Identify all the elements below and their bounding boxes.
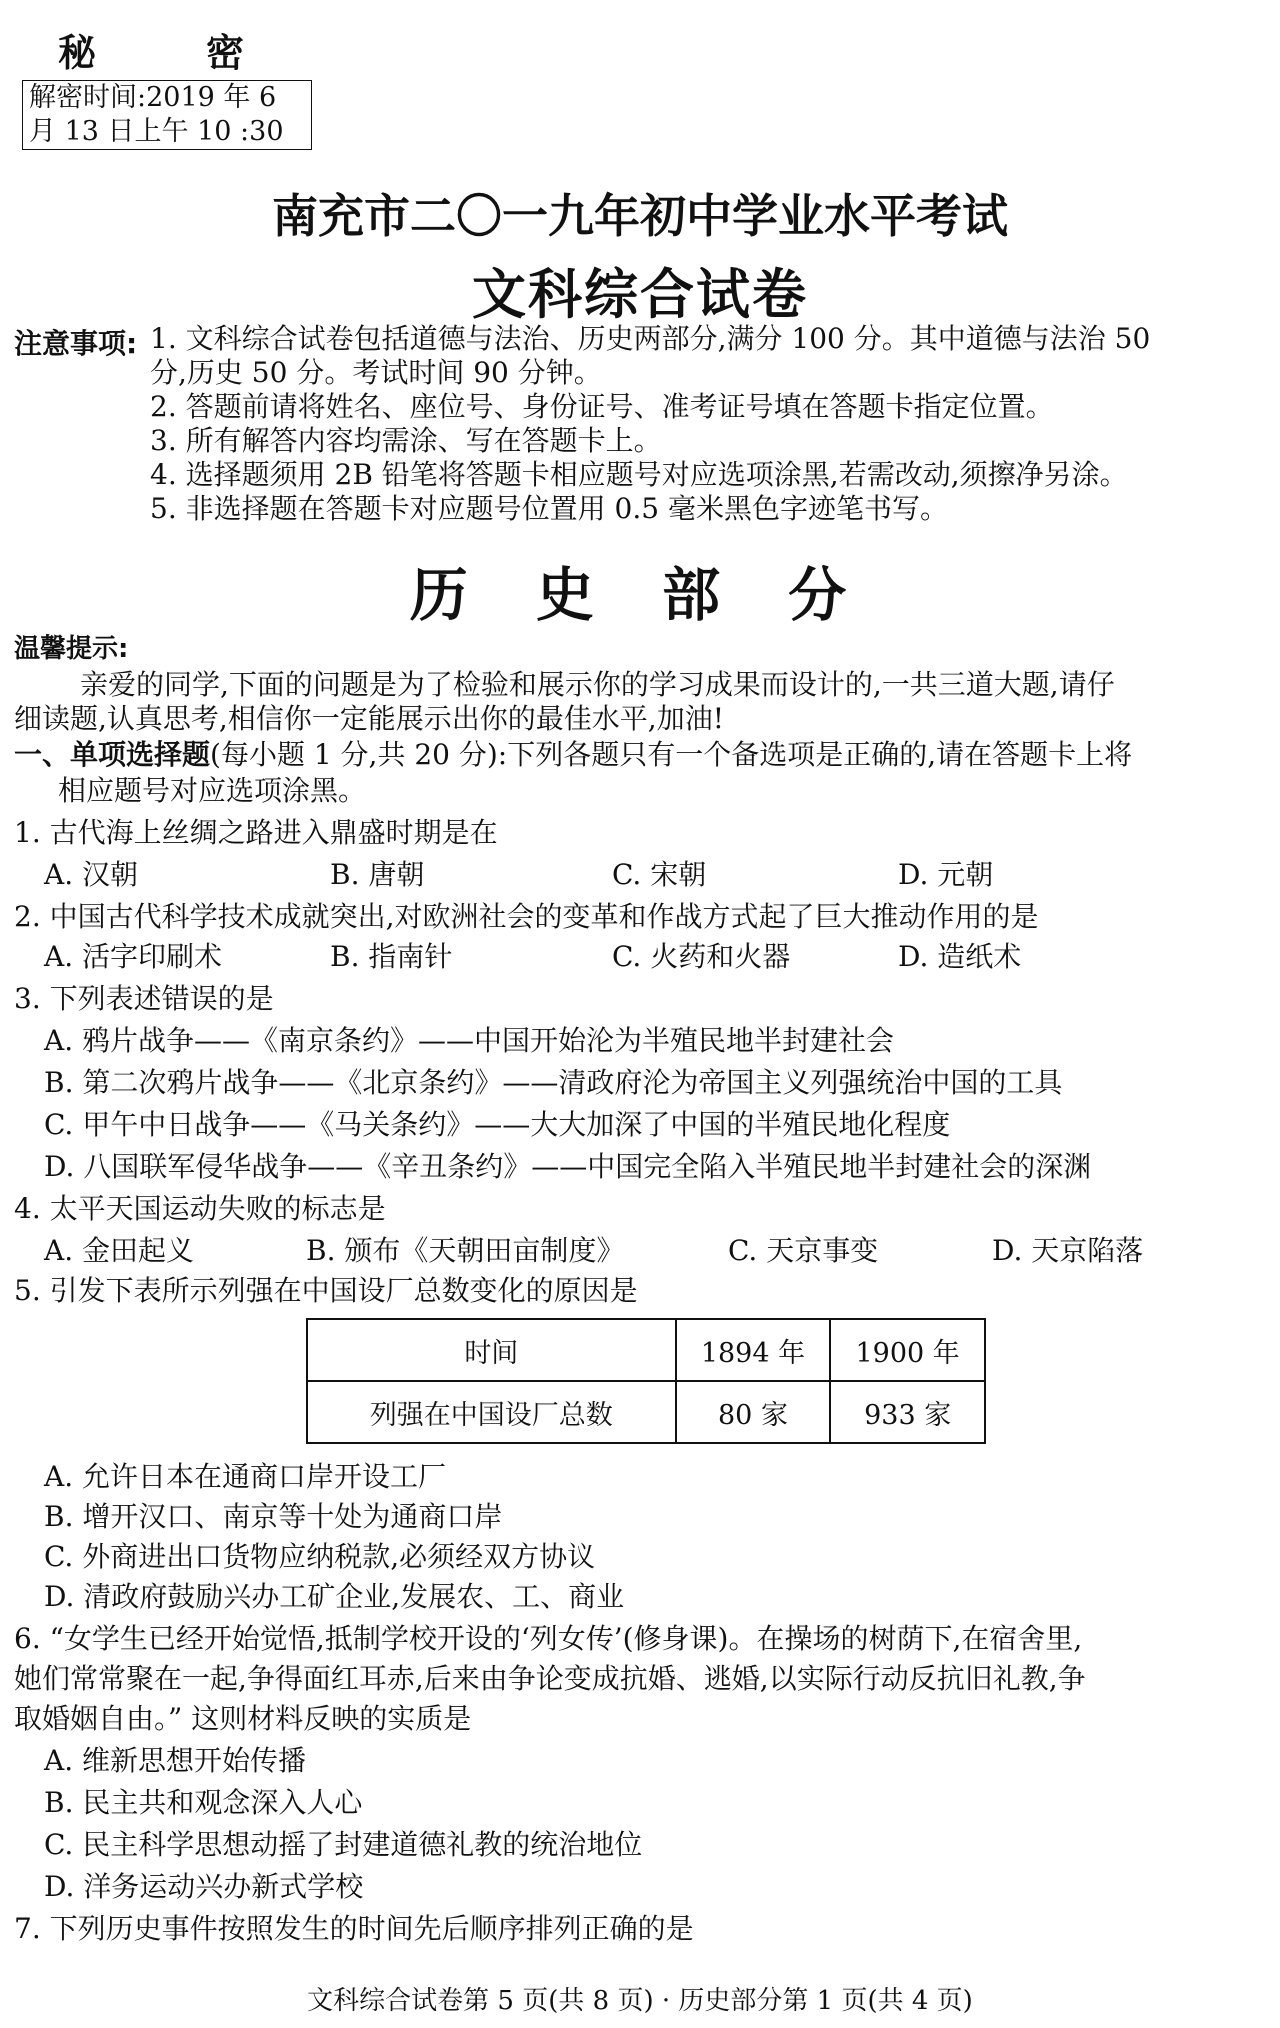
question-5-stem: 5. 引发下表所示列强在中国设厂总数变化的原因是 bbox=[14, 1274, 638, 1307]
tips-line-2: 细读题,认真思考,相信你一定能展示出你的最佳水平,加油! bbox=[14, 702, 724, 735]
question-2-option-a: A. 活字印刷术 bbox=[44, 940, 223, 973]
table-header-cell: 1894 年 bbox=[676, 1319, 831, 1381]
question-5-option-b: B. 增开汉口、南京等十处为通商口岸 bbox=[44, 1500, 503, 1533]
question-1-option-a: A. 汉朝 bbox=[44, 858, 139, 891]
question-3-option-c: C. 甲午中日战争——《马关条约》——大大加深了中国的半殖民地化程度 bbox=[44, 1108, 951, 1141]
question-1-option-b: B. 唐朝 bbox=[330, 858, 425, 891]
question-6-stem: 6. “女学生已经开始觉悟,抵制学校开设的‘列女传’(修身课)。在操场的树荫下,在宿舍里, bbox=[14, 1622, 1083, 1655]
exam-title: 南充市二〇一九年初中学业水平考试 bbox=[272, 189, 1008, 243]
question-4-option-b: B. 颁布《天朝田亩制度》 bbox=[306, 1234, 625, 1267]
question-3-stem: 3. 下列表述错误的是 bbox=[14, 982, 274, 1015]
page-footer: 文科综合试卷第 5 页(共 8 页) · 历史部分第 1 页(共 4 页) bbox=[307, 1986, 973, 2016]
question-6-option-c: C. 民主科学思想动摇了封建道德礼教的统治地位 bbox=[44, 1828, 643, 1861]
part1-heading: 一、单项选择题 bbox=[14, 738, 211, 771]
part1-instructions bbox=[14, 738, 1132, 772]
question-7-stem: 7. 下列历史事件按照发生的时间先后顺序排列正确的是 bbox=[14, 1912, 694, 1945]
secret-mark bbox=[58, 22, 244, 77]
question-2-stem: 2. 中国古代科学技术成就突出,对欧洲社会的变革和作战方式起了巨大推动作用的是 bbox=[14, 900, 1039, 933]
question-6-option-a: A. 维新思想开始传播 bbox=[44, 1744, 307, 1777]
notes-label: 注意事项: bbox=[14, 327, 138, 360]
tips-line-1: 亲爱的同学,下面的问题是为了检验和展示你的学习成果而设计的,一共三道大题,请仔 bbox=[80, 668, 1115, 701]
table-header-cell: 1900 年 bbox=[830, 1319, 985, 1381]
part1-instructions-cont: 相应题号对应选项涂黑。 bbox=[58, 774, 367, 807]
question-3-option-d: D. 八国联军侵华战争——《辛丑条约》——中国完全陷入半殖民地半封建社会的深渊 bbox=[44, 1150, 1092, 1183]
note-item-1-cont: 分,历史 50 分。考试时间 90 分钟。 bbox=[150, 356, 602, 389]
secret-char-1: 秘 bbox=[58, 30, 97, 75]
table-cell: 列强在中国设厂总数 bbox=[307, 1381, 676, 1443]
note-item-1: 1. 文科综合试卷包括道德与法治、历史两部分,满分 100 分。其中道德与法治 50 bbox=[150, 322, 1151, 355]
question-3-option-a: A. 鸦片战争——《南京条约》——中国开始沦为半殖民地半封建社会 bbox=[44, 1024, 895, 1057]
table-cell: 80 家 bbox=[676, 1381, 831, 1443]
table-header-cell: 时间 bbox=[307, 1319, 676, 1381]
secret-char-2: 密 bbox=[206, 30, 245, 75]
exam-subtitle: 文科综合试卷 bbox=[472, 262, 808, 326]
question-5-option-a: A. 允许日本在通商口岸开设工厂 bbox=[44, 1460, 447, 1493]
table-row bbox=[307, 1381, 985, 1443]
part1-instructions-text: (每小题 1 分,共 20 分):下列各题只有一个备选项是正确的,请在答题卡上将 bbox=[210, 738, 1133, 771]
question-4-option-c: C. 天京事变 bbox=[728, 1234, 879, 1267]
note-item-5: 5. 非选择题在答题卡对应题号位置用 0.5 毫米黑色字迹笔书写。 bbox=[150, 492, 948, 525]
note-item-2: 2. 答题前请将姓名、座位号、身份证号、准考证号填在答题卡指定位置。 bbox=[150, 390, 1054, 423]
question-5-option-c: C. 外商进出口货物应纳税款,必须经双方协议 bbox=[44, 1540, 596, 1573]
question-6-option-d: D. 洋务运动兴办新式学校 bbox=[44, 1870, 364, 1903]
note-item-3: 3. 所有解答内容均需涂、写在答题卡上。 bbox=[150, 424, 662, 457]
table-cell: 933 家 bbox=[830, 1381, 985, 1443]
question-2-option-d: D. 造纸术 bbox=[898, 940, 1022, 973]
factory-count-table bbox=[306, 1318, 986, 1444]
question-2-option-b: B. 指南针 bbox=[330, 940, 453, 973]
question-4-option-d: D. 天京陷落 bbox=[992, 1234, 1144, 1267]
question-1-option-d: D. 元朝 bbox=[898, 858, 994, 891]
question-6-option-b: B. 民主共和观念深入人心 bbox=[44, 1786, 363, 1819]
section-title: 历 史 部 分 bbox=[409, 561, 871, 629]
question-4-stem: 4. 太平天国运动失败的标志是 bbox=[14, 1192, 386, 1225]
question-2-option-c: C. 火药和火器 bbox=[612, 940, 791, 973]
question-3-option-b: B. 第二次鸦片战争——《北京条约》——清政府沦为帝国主义列强统治中国的工具 bbox=[44, 1066, 1063, 1099]
note-item-4: 4. 选择题须用 2B 铅笔将答题卡相应题号对应选项涂黑,若需改动,须擦净另涂。 bbox=[150, 458, 1128, 491]
question-4-option-a: A. 金田起义 bbox=[44, 1234, 195, 1267]
tips-label: 温馨提示: bbox=[14, 634, 129, 664]
question-5-option-d: D. 清政府鼓励兴办工矿企业,发展农、工、商业 bbox=[44, 1580, 625, 1613]
question-6-stem-cont: 取婚姻自由。” 这则材料反映的实质是 bbox=[14, 1702, 472, 1735]
question-1-stem: 1. 古代海上丝绸之路进入鼎盛时期是在 bbox=[14, 816, 498, 849]
release-time-box: 解密时间:2019 年 6 月 13 日上午 10 :30 bbox=[22, 80, 312, 150]
question-1-option-c: C. 宋朝 bbox=[612, 858, 707, 891]
question-6-stem-cont: 她们常常聚在一起,争得面红耳赤,后来由争论变成抗婚、逃婚,以实际行动反抗旧礼教,争 bbox=[14, 1662, 1086, 1695]
table-header-row bbox=[307, 1319, 985, 1381]
